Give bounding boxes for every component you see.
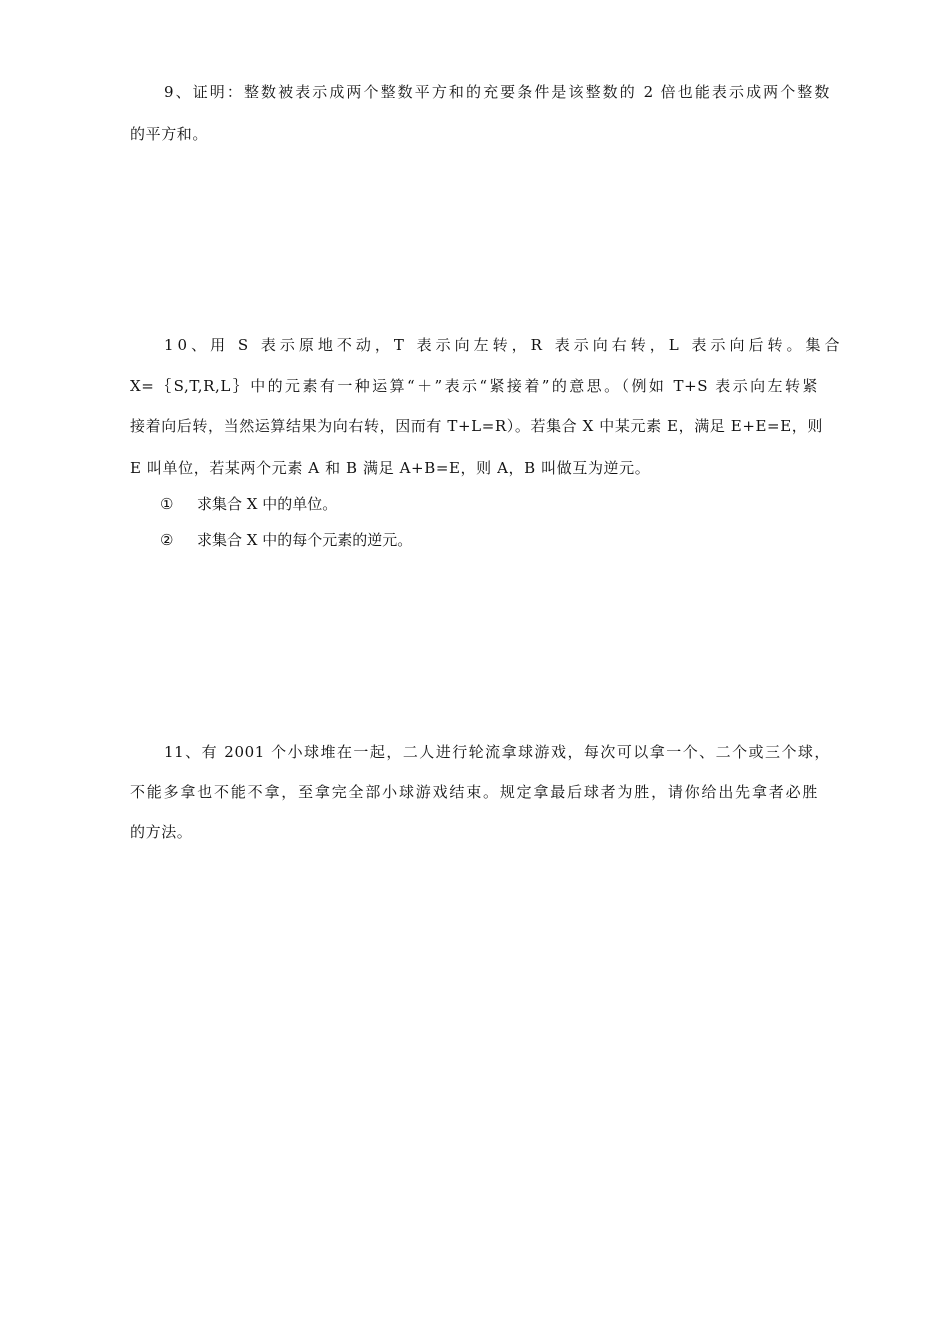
subquestion-2-text: 求集合 X 中的每个元素的逆元。 [197,531,413,549]
problem-10-line-3: 接着向后转，当然运算结果为向右转，因而有 T+L=R）。若集合 X 中某元素 E，满足 E+E=E，则 [130,417,823,435]
problem-11-line-2: 不能多拿也不能不拿，至拿完全部小球游戏结束。规定拿最后球者为胜，请你给出先拿者必胜 [130,783,818,801]
problem-9-line-1: 9、证明：整数被表示成两个整数平方和的充要条件是该整数的 2 倍也能表示成两个整数 [164,83,830,101]
subquestion-1-text: 求集合 X 中的单位。 [197,495,338,513]
problem-9-line-2: 的平方和。 [130,125,209,143]
problem-10-line-4: E 叫单位，若某两个元素 A 和 B 满足 A+B=E，则 A，B 叫做互为逆元。 [130,459,651,477]
problem-10-line-1: 10、用 S 表示原地不动，T 表示向左转，R 表示向右转，L 表示向后转。集合 [164,336,844,354]
problem-10-line-2: X=｛S,T,R,L｝中的元素有一种运算“＋”表示“紧接着”的意思。（例如 T+S 表示向左转紧 [130,377,818,395]
subquestion-2-marker: ② [160,531,174,549]
subquestion-1-marker: ① [160,495,174,513]
problem-11-line-1: 11、有 2001 个小球堆在一起，二人进行轮流拿球游戏，每次可以拿一个、二个或三个球， [164,743,830,761]
problem-11-line-3: 的方法。 [130,823,193,841]
